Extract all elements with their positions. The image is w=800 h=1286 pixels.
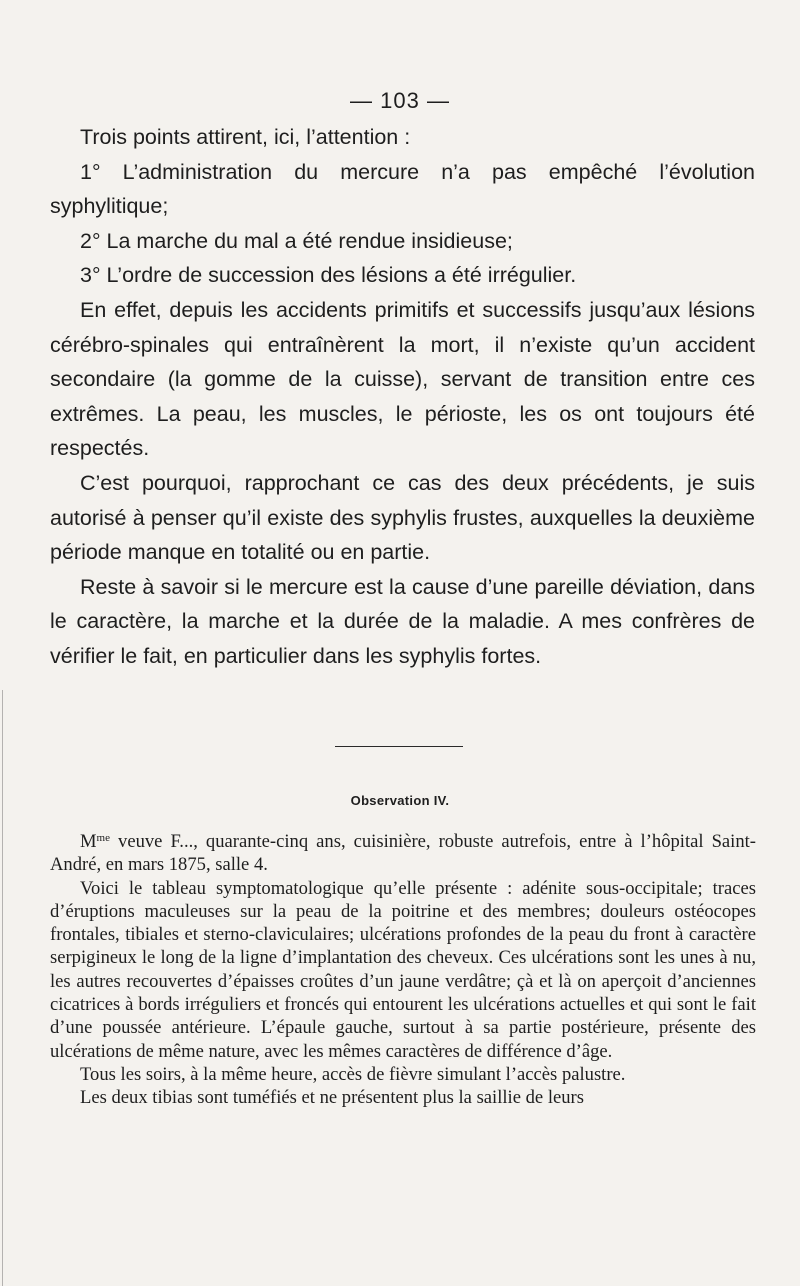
- lower-text-block: [50, 830, 756, 1110]
- paragraph-symptoms: Voici le tableau symptomatologique qu’elle présente : adénite sous-occipitale; traces d’éruptions maculeuses sur la peau de la poitrine et des membres; douleurs ostéocopes frontales, tibiales et sterno-claviculaires; ulcérations profondes de la peau du front à caractère serpigineux le long de la ligne d’implantation des cheveux. Ces ulcérations sont les unes à nu, les autres recouvertes d’épaisses croûtes d’un jaune verdâtre; çà et là on aperçoit d’anciennes cicatrices à bords irréguliers et froncés qui entourent les ulcérations actuelles et qui sont le fait d’une poussée antérieure. L’épaule gauche, surtout à sa partie postérieure, présente des ulcérations de même nature, avec les mêmes caractères de différence d’âge.: [50, 877, 756, 1062]
- title-prefix: M: [80, 831, 97, 852]
- upper-text-block: [50, 120, 755, 674]
- page-edge: [2, 690, 3, 1286]
- paragraph-point-3: 3° L’ordre de succession des lésions a été irrégulier.: [80, 263, 577, 288]
- paragraph-tibias: Les deux tibias sont tuméfiés et ne présentent plus la saillie de leurs: [80, 1087, 584, 1109]
- paragraph-cest-pourquoi: C’est pourquoi, rapprochant ce cas des deux précédents, je suis autorisé à penser qu’il existe des syphylis frustes, auxquelles la deuxième période manque en totalité ou en partie.: [50, 470, 755, 565]
- paragraph-reste: Reste à savoir si le mercure est la cause d’une pareille déviation, dans le caractère, la marche et la durée de la maladie. A mes confrères de vérifier le fait, en particulier dans les syphylis fortes.: [50, 574, 755, 668]
- paragraph-point-1: 1° L’administration du mercure n’a pas empêché l’évolution syphylitique;: [50, 159, 755, 219]
- page-number: — 103 —: [350, 88, 450, 113]
- paragraph-point-2: 2° La marche du mal a été rendue insidieuse;: [80, 228, 513, 253]
- paragraph-intro: Trois points attirent, ici, l’attention :: [80, 125, 411, 149]
- paragraph-en-effet: En effet, depuis les accidents primitifs et successifs jusqu’aux lésions cérébro-spinales qui entraînèrent la mort, il n’existe qu’un accident secondaire (la gomme de la cuisse), servant de transition entre ces extrêmes. La peau, les muscles, le périoste, les os ont toujours été respectés.: [50, 297, 755, 461]
- observation-title: Observation IV.: [350, 793, 450, 808]
- paragraph-patient-intro: [50, 830, 756, 877]
- section-divider: [335, 746, 463, 747]
- patient-intro-text: veuve F..., quarante-cinq ans, cuisinière, robuste autrefois, entre à l’hôpital Saint-André, en mars 1875, salle 4.: [50, 831, 756, 876]
- title-superscript: me: [96, 832, 110, 844]
- paragraph-fever: Tous les soirs, à la même heure, accès de fièvre simulant l’accès palustre.: [80, 1063, 626, 1085]
